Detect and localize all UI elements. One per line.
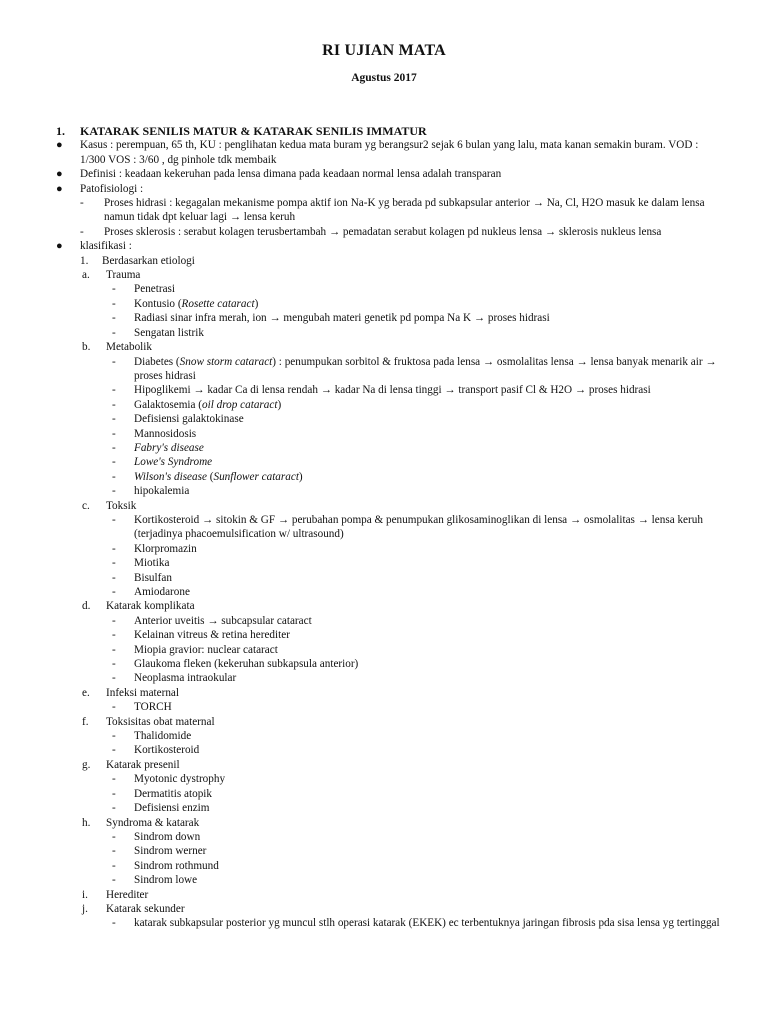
document-subtitle: Agustus 2017 (351, 72, 417, 84)
item-text: Amiodarone (134, 586, 190, 598)
patofisiologi-text: Proses hidrasi : kegagalan mekanisme pompa aktif ion Na-K yg berada pd subkapsular anterior → Na, Cl, H2O masuk ke dalam lensa namun tidak dpt keluar lagi → lensa keruh (104, 197, 705, 224)
list-item (56, 571, 726, 585)
section-heading (56, 124, 726, 138)
item-text: ) : penumpukan sorbitol & fruktosa pada lensa → osmolalitas lensa → lensa banyak menarik air → proses hidrasi (134, 355, 717, 382)
category-letter: g. (82, 758, 91, 771)
list-item (56, 585, 726, 599)
item-text: Radiasi sinar infra merah, ion → mengubah materi genetik pd pompa Na K → proses hidrasi (134, 312, 550, 325)
patofisiologi-item (56, 196, 726, 225)
item-italic-text: Sunflower cataract (213, 470, 299, 483)
category-name: Katarak sekunder (106, 902, 185, 915)
item-text: Sindrom lowe (134, 874, 198, 887)
list-item (56, 383, 726, 397)
category-letter: d. (82, 600, 91, 613)
list-item (56, 916, 726, 930)
category-name: Infeksi maternal (106, 686, 179, 699)
category-letter: h. (82, 816, 91, 829)
dash-marker: - (80, 197, 84, 210)
dash-marker: - (112, 513, 116, 526)
list-item (56, 398, 726, 412)
patofisiologi-label (56, 182, 726, 196)
item-text: Penetrasi (134, 283, 176, 296)
patofisiologi-text: Proses sklerosis : serabut kolagen terusbertambah → pemadatan serabut kolagen pd nukleus lensa → sklerosis nukleus lensa (104, 225, 662, 238)
item-text: Defisiensi galaktokinase (134, 413, 244, 426)
dash-marker: - (112, 586, 116, 598)
dash-marker: - (112, 456, 116, 469)
item-text: Kortikosteroid (134, 744, 200, 757)
item-text: Myotonic dystrophy (134, 773, 226, 786)
category-name: Herediter (106, 888, 149, 901)
klasifikasi-label-text: klasifikasi : (80, 240, 132, 253)
dash-marker: - (112, 830, 116, 843)
list-item (56, 787, 726, 801)
category-heading (56, 816, 726, 830)
patofisiologi-item (56, 225, 726, 239)
category-letter: f. (82, 715, 89, 728)
list-item (56, 355, 726, 384)
dash-marker: - (112, 787, 116, 800)
dash-marker: - (112, 427, 116, 440)
item-text: Klorpromazin (134, 542, 197, 555)
bullet-icon: ● (56, 240, 63, 253)
item-text: Diabetes ( (134, 355, 180, 368)
item-text: Hipoglikemi → kadar Ca di lensa rendah → kadar Na di lensa tinggi → transport pasif Cl & H2O → proses hidrasi (134, 384, 651, 397)
dash-marker: - (112, 297, 116, 310)
classification-list (56, 268, 726, 931)
item-text: ) (298, 470, 303, 483)
category-name: Syndroma & katarak (106, 816, 200, 829)
category-heading (56, 715, 726, 729)
category-heading (56, 599, 726, 613)
category-name: Toksisitas obat maternal (106, 715, 215, 728)
list-item (56, 628, 726, 642)
document-title: RI UJIAN MATA (322, 42, 446, 59)
dash-marker: - (112, 326, 116, 339)
list-item (56, 282, 726, 296)
category-letter: b. (82, 341, 91, 354)
item-italic-text: Wilson's disease (134, 470, 207, 483)
kasus-paragraph (56, 138, 726, 167)
item-text: Sengatan listrik (134, 326, 204, 339)
list-item (56, 311, 726, 325)
definisi-text: Definisi : keadaan kekeruhan pada lensa dimana pada keadaan normal lensa adalah transparan (80, 168, 502, 181)
dash-marker: - (112, 355, 116, 368)
list-item (56, 643, 726, 657)
category-letter: a. (82, 269, 90, 282)
list-item (56, 513, 726, 542)
list-item (56, 743, 726, 757)
document-body (56, 124, 726, 931)
category-name: Toksik (106, 499, 137, 512)
item-text: Glaukoma fleken (kekeruhan subkapsula anterior) (134, 658, 359, 671)
item-text: katarak subkapsular posterior yg muncul stlh operasi katarak (EKEK) ec terbentuknya jaringan fibrosis pda sisa lensa yg tertinggal (134, 917, 720, 930)
dash-marker: - (112, 845, 116, 858)
list-item (56, 700, 726, 714)
category-letter: c. (82, 499, 90, 512)
list-item (56, 326, 726, 340)
etiologi-number: 1. (80, 254, 89, 267)
dash-marker: - (112, 413, 116, 426)
list-item (56, 412, 726, 426)
dash-marker: - (112, 658, 116, 671)
dash-marker: - (112, 744, 116, 757)
list-item (56, 455, 726, 469)
category-letter: j. (82, 902, 88, 915)
dash-marker: - (112, 571, 116, 584)
definisi-paragraph (56, 167, 726, 181)
item-text: ) (277, 398, 282, 411)
etiologi-label: Berdasarkan etiologi (102, 254, 195, 267)
list-item (56, 844, 726, 858)
item-text: ) (254, 297, 259, 310)
dash-marker: - (112, 874, 116, 887)
item-text: Dermatitis atopik (134, 787, 212, 800)
item-italic-text: Lowe's Syndrome (134, 456, 213, 469)
list-item (56, 614, 726, 628)
list-item (56, 427, 726, 441)
item-text: Miotika (134, 557, 170, 570)
item-text: Sindrom down (134, 830, 201, 843)
dash-marker: - (112, 557, 116, 570)
dash-marker: - (112, 384, 116, 397)
list-item (56, 657, 726, 671)
list-item (56, 297, 726, 311)
section-number: 1. (56, 124, 65, 138)
dash-marker: - (112, 672, 116, 685)
item-text: Sindrom rothmund (134, 859, 219, 872)
list-item (56, 542, 726, 556)
category-name: Katarak presenil (106, 758, 180, 771)
item-text: Bisulfan (134, 571, 172, 584)
dash-marker: - (112, 312, 116, 325)
klasifikasi-label (56, 239, 726, 253)
bullet-icon: ● (56, 168, 63, 181)
item-text: Sindrom werner (134, 845, 207, 858)
item-text: Defisiensi enzim (134, 802, 210, 815)
list-item (56, 441, 726, 455)
list-item (56, 772, 726, 786)
list-item (56, 729, 726, 743)
dash-marker: - (112, 917, 116, 930)
category-heading (56, 888, 726, 902)
item-text: Anterior uveitis → subcapsular cataract (134, 614, 312, 627)
item-italic-text: Fabry's disease (134, 441, 204, 454)
item-text: Thalidomide (134, 730, 192, 743)
dash-marker: - (80, 225, 84, 238)
dash-marker: - (112, 773, 116, 786)
dash-marker: - (112, 701, 116, 714)
dash-marker: - (112, 614, 116, 627)
list-item (56, 830, 726, 844)
list-item (56, 484, 726, 498)
bullet-icon: ● (56, 139, 63, 152)
category-name: Trauma (106, 269, 141, 282)
list-item (56, 859, 726, 873)
item-text: Neoplasma intraokular (134, 672, 237, 685)
item-text: hipokalemia (134, 485, 190, 498)
list-item (56, 671, 726, 685)
dash-marker: - (112, 485, 116, 498)
etiologi-heading (56, 254, 726, 268)
category-heading (56, 902, 726, 916)
dash-marker: - (112, 859, 116, 872)
item-text: Kortikosteroid → sitokin & GF → perubahan pompa & penumpukan glikosaminoglikan di lensa → osmolalitas → lensa keruh (terjadinya phacoemulsification w/ ultrasound) (134, 513, 703, 541)
dash-marker: - (112, 398, 116, 411)
category-name: Metabolik (106, 341, 152, 354)
item-text: ( (206, 470, 214, 483)
dash-marker: - (112, 629, 116, 642)
dash-marker: - (112, 730, 116, 743)
item-text: Kelainan vitreus & retina herediter (134, 629, 290, 642)
dash-marker: - (112, 441, 116, 454)
bullet-icon: ● (56, 182, 63, 195)
category-heading (56, 758, 726, 772)
kasus-text: Kasus : perempuan, 65 th, KU : penglihatan kedua mata buram yg berangsur2 sejak 6 bulan yang lalu, mata kanan semakin buram. VOD : 1/300 VOS : 3/60 , dg pinhole tdk membaik (80, 139, 699, 166)
list-item (56, 801, 726, 815)
item-text: Mannosidosis (134, 427, 197, 440)
section-heading-text: KATARAK SENILIS MATUR & KATARAK SENILIS IMMATUR (80, 124, 427, 138)
category-heading (56, 499, 726, 513)
category-letter: i. (82, 888, 88, 901)
list-item (56, 556, 726, 570)
item-italic-text: oil drop cataract (202, 398, 278, 411)
item-text: Galaktosemia ( (134, 398, 203, 411)
dash-marker: - (112, 802, 116, 815)
category-heading (56, 686, 726, 700)
category-name: Katarak komplikata (106, 600, 195, 613)
dash-marker: - (112, 643, 116, 656)
item-text: TORCH (134, 701, 172, 714)
item-text: Miopia gravior: nuclear cataract (134, 643, 278, 656)
list-item (56, 873, 726, 887)
category-letter: e. (82, 686, 90, 699)
category-heading (56, 340, 726, 354)
item-italic-text: Snow storm cataract (179, 355, 273, 368)
dash-marker: - (112, 283, 116, 296)
list-item (56, 470, 726, 484)
dash-marker: - (112, 542, 116, 555)
dash-marker: - (112, 470, 116, 483)
item-italic-text: Rosette cataract (181, 297, 255, 310)
patofisiologi-label-text: Patofisiologi : (80, 182, 144, 195)
category-heading (56, 268, 726, 282)
item-text: Kontusio ( (134, 297, 182, 310)
